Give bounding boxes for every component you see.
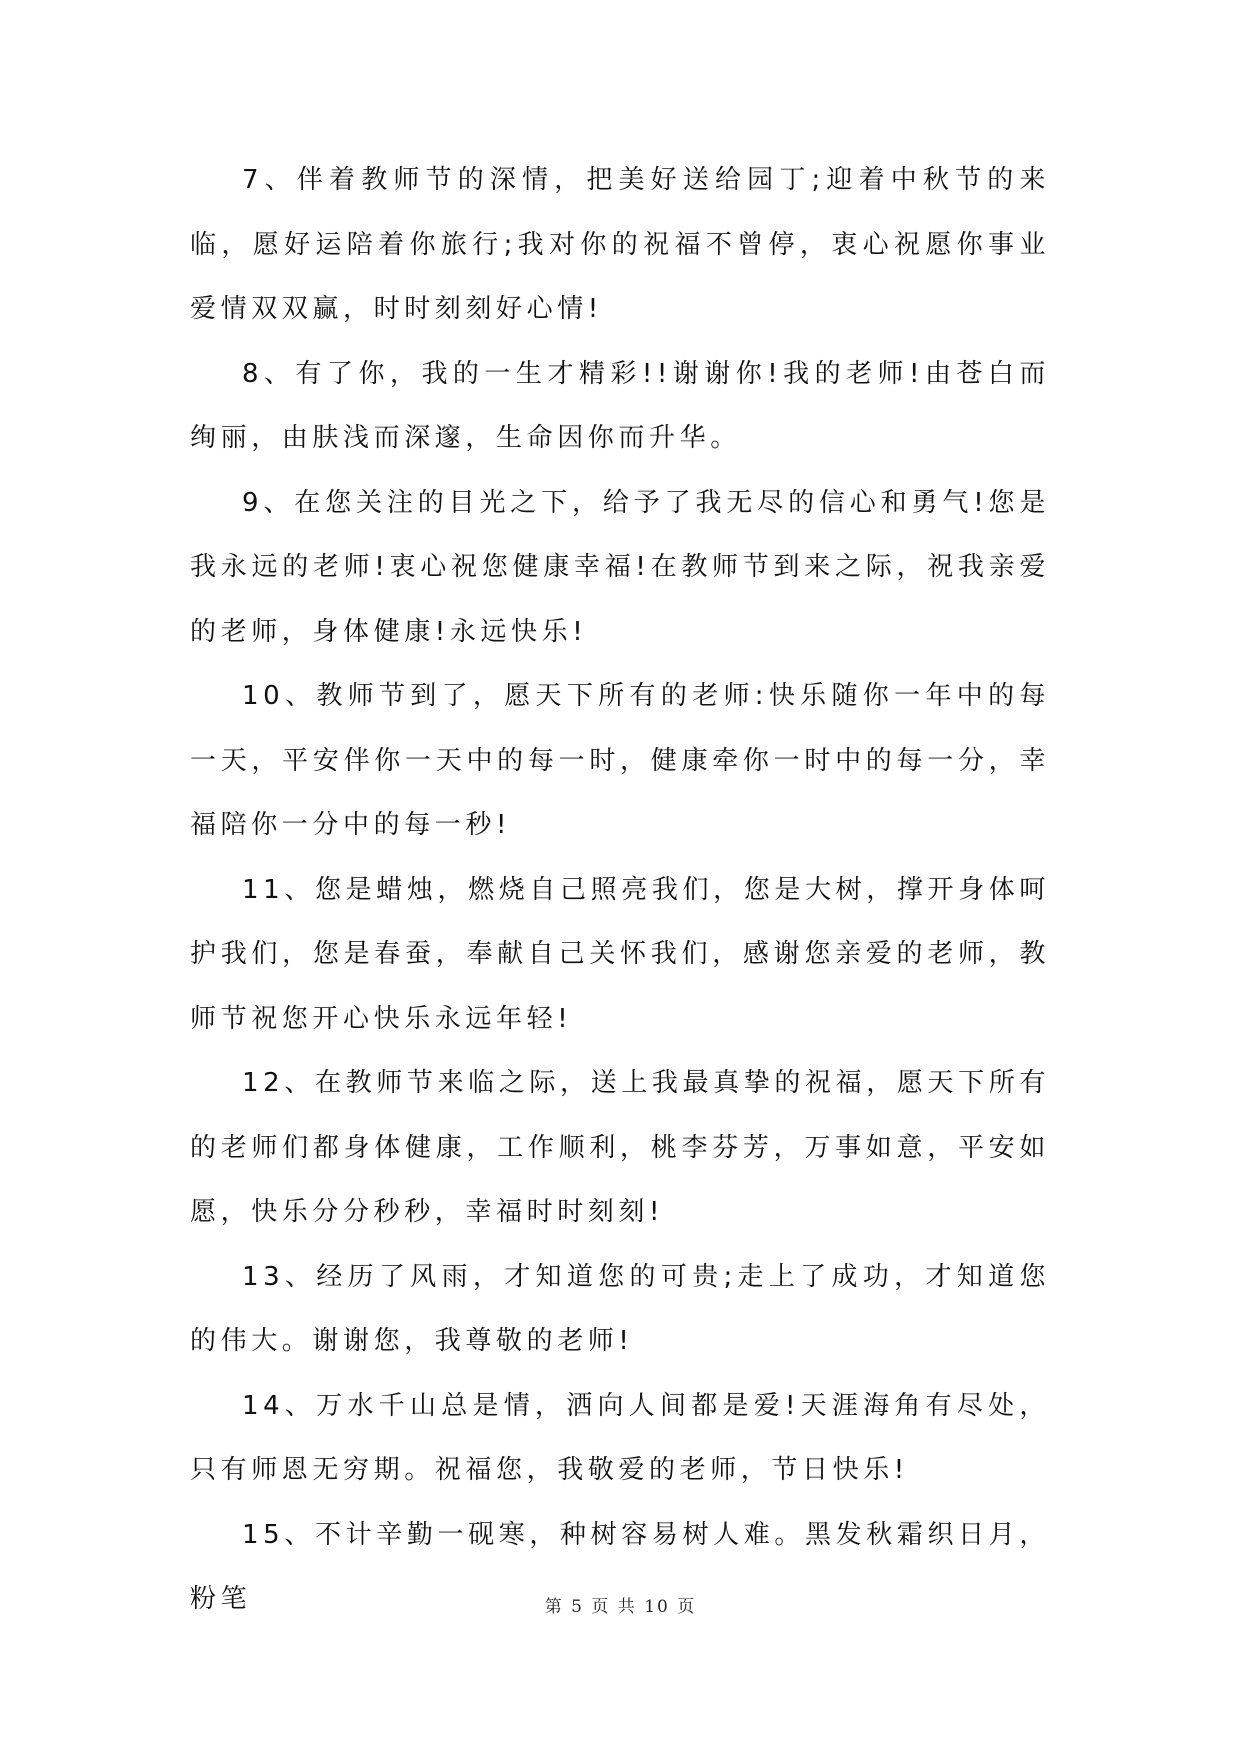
paragraph-10: 10、教师节到了，愿天下所有的老师:快乐随你一年中的每一天，平安伴你一天中的每一时，健康牵你一时中的每一分，幸福陪你一分中的每一秒!	[190, 681, 1050, 840]
page-footer: 第 5 页 共 10 页	[544, 1597, 697, 1617]
document-body	[190, 148, 1050, 1632]
paragraph-13: 13、经历了风雨，才知道您的可贵;走上了成功，才知道您的伟大。谢谢您，我尊敬的老师!	[190, 1261, 1050, 1356]
paragraph-15: 15、不计辛勤一砚寒，种树容易树人难。黑发秋霜织日月，粉笔	[190, 1519, 1050, 1614]
paragraph-7: 7、伴着教师节的深情，把美好送给园丁;迎着中秋节的来临，愿好运陪着你旅行;我对你的祝福不曾停，衷心祝愿你事业爱情双双赢，时时刻刻好心情!	[190, 165, 1050, 324]
paragraph-12: 12、在教师节来临之际，送上我最真挚的祝福，愿天下所有的老师们都身体健康，工作顺利，桃李芬芳，万事如意，平安如愿，快乐分分秒秒，幸福时时刻刻!	[190, 1068, 1050, 1227]
paragraph-14: 14、万水千山总是情，洒向人间都是爱!天涯海角有尽处，只有师恩无穷期。祝福您，我敬爱的老师，节日快乐!	[190, 1390, 1050, 1485]
paragraph-8: 8、有了你，我的一生才精彩!!谢谢你!我的老师!由苍白而绚丽，由肤浅而深邃，生命因你而升华。	[190, 358, 1050, 453]
paragraph-9: 9、在您关注的目光之下，给予了我无尽的信心和勇气!您是我永远的老师!衷心祝您健康幸福!在教师节到来之际，祝我亲爱的老师，身体健康!永远快乐!	[190, 487, 1050, 647]
paragraph-11: 11、您是蜡烛，燃烧自己照亮我们，您是大树，撑开身体呵护我们，您是春蚕，奉献自己关怀我们，感谢您亲爱的老师，教师节祝您开心快乐永远年轻!	[190, 874, 1050, 1034]
